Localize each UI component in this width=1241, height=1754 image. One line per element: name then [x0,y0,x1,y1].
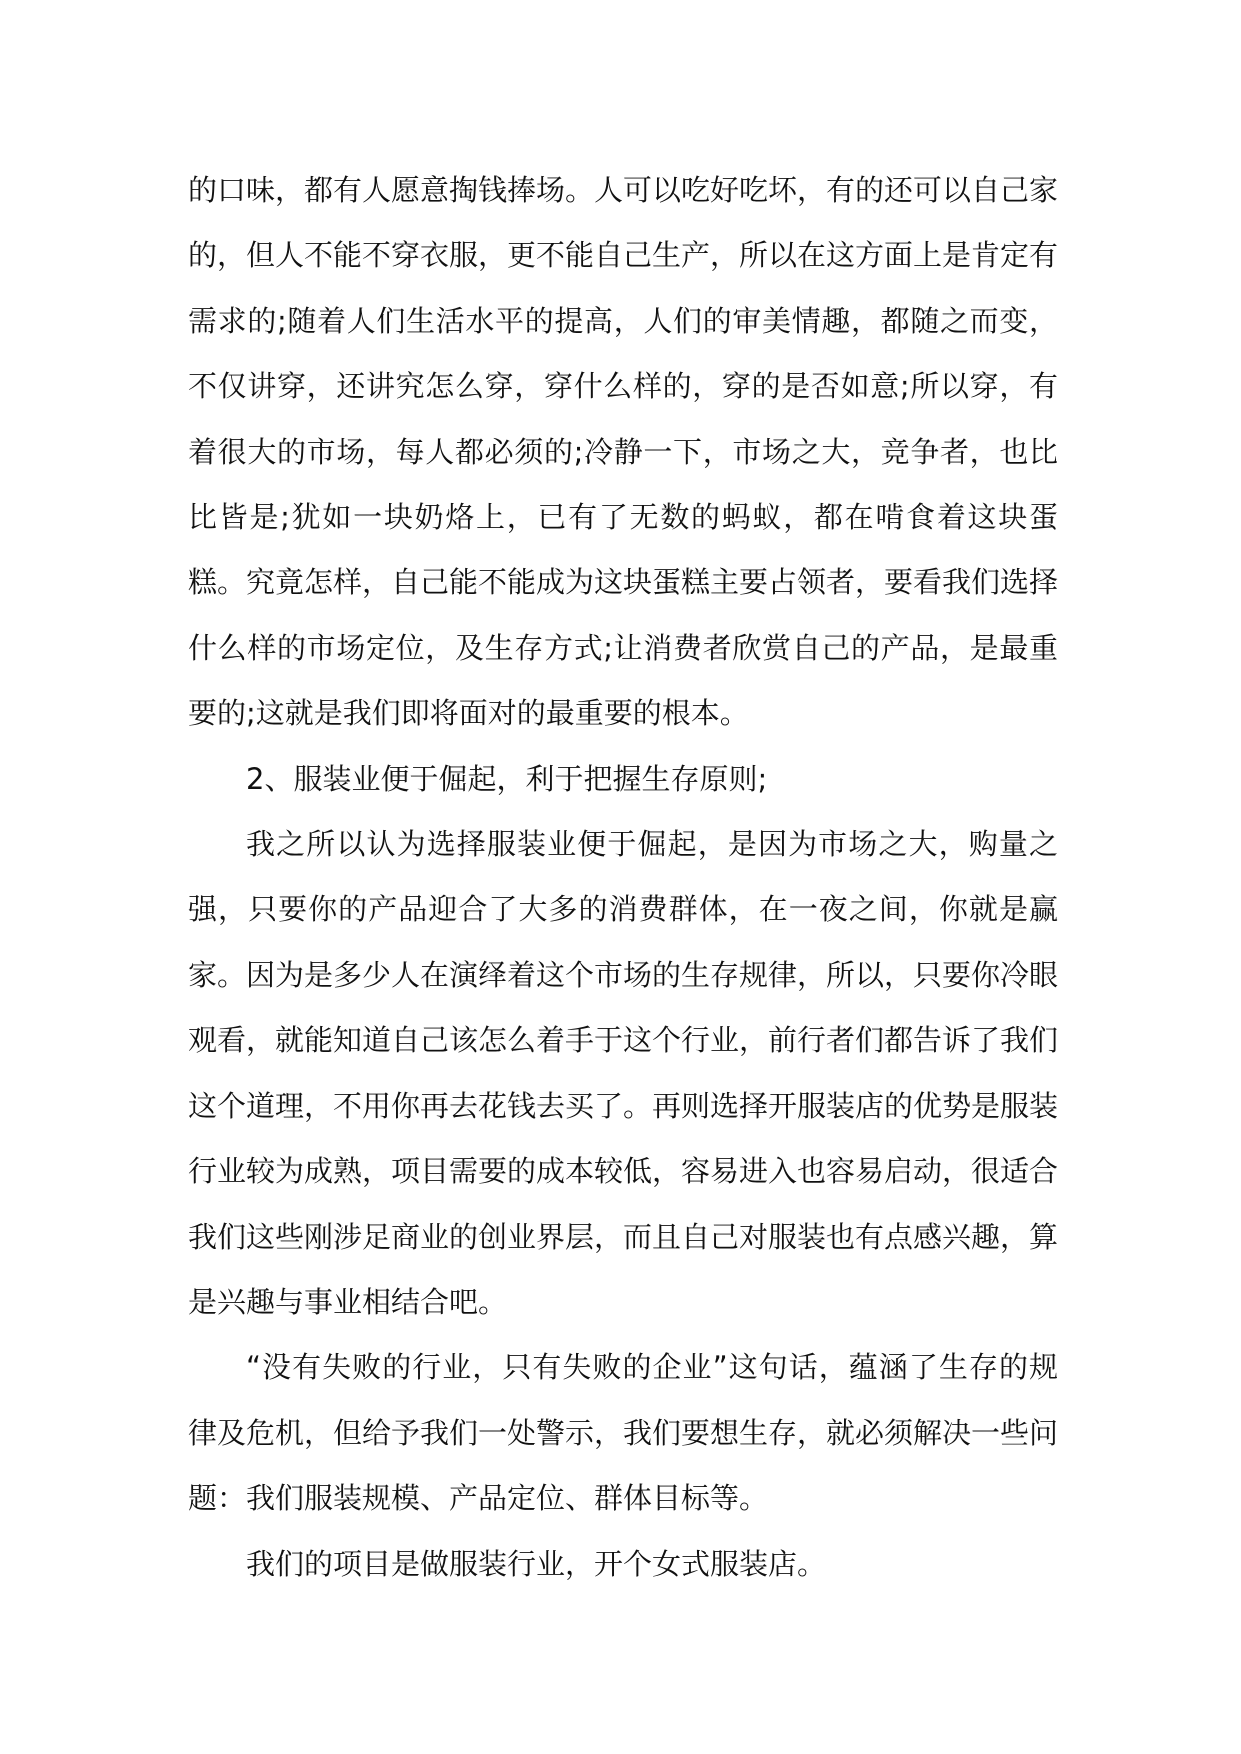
paragraph-4: “没有失败的行业，只有失败的企业”这句话，蕴涵了生存的规律及危机，但给予我们一处警示，我们要想生存，就必须解决一些问题：我们服装规模、产品定位、群体目标等。 [188,1350,1059,1516]
paragraph-2-heading: 2、服装业便于倔起，利于把握生存原则; [246,761,768,796]
paragraph-5: 我们的项目是做服装行业，开个女式服装店。 [246,1546,827,1581]
paragraph-3: 我之所以认为选择服装业便于倔起，是因为市场之大，购量之强，只要你的产品迎合了大多的消费群体，在一夜之间，你就是赢家。因为是多少人在演绎着这个市场的生存规律，所以，只要你冷眼观看，就能知道自己该怎么着手于这个行业，前行者们都告诉了我们这个道理，不用你再去花钱去买了。再则选择开服装店的优势是服装行业较为成熟，项目需要的成本较低，容易进入也容易启动，很适合我们这些刚涉足商业的创业界层，而且自己对服装也有点感兴趣，算是兴趣与事业相结合吧。 [188,827,1059,1319]
document-body [188,158,1058,1597]
paragraph-1: 的口味，都有人愿意掏钱捧场。人可以吃好吃坏，有的还可以自己家的，但人不能不穿衣服，更不能自己生产，所以在这方面上是肯定有需求的;随着人们生活水平的提高，人们的审美情趣，都随之而变，不仅讲穿，还讲究怎么穿，穿什么样的，穿的是否如意;所以穿，有着很大的市场，每人都必须的;冷静一下，市场之大，竞争者，也比比皆是;犹如一块奶烙上，已有了无数的蚂蚁，都在啃食着这块蛋糕。究竟怎样，自己能不能成为这块蛋糕主要占领者，要看我们选择什么样的市场定位，及生存方式;让消费者欣赏自己的产品，是最重要的;这就是我们即将面对的最重要的根本。 [188,173,1059,731]
